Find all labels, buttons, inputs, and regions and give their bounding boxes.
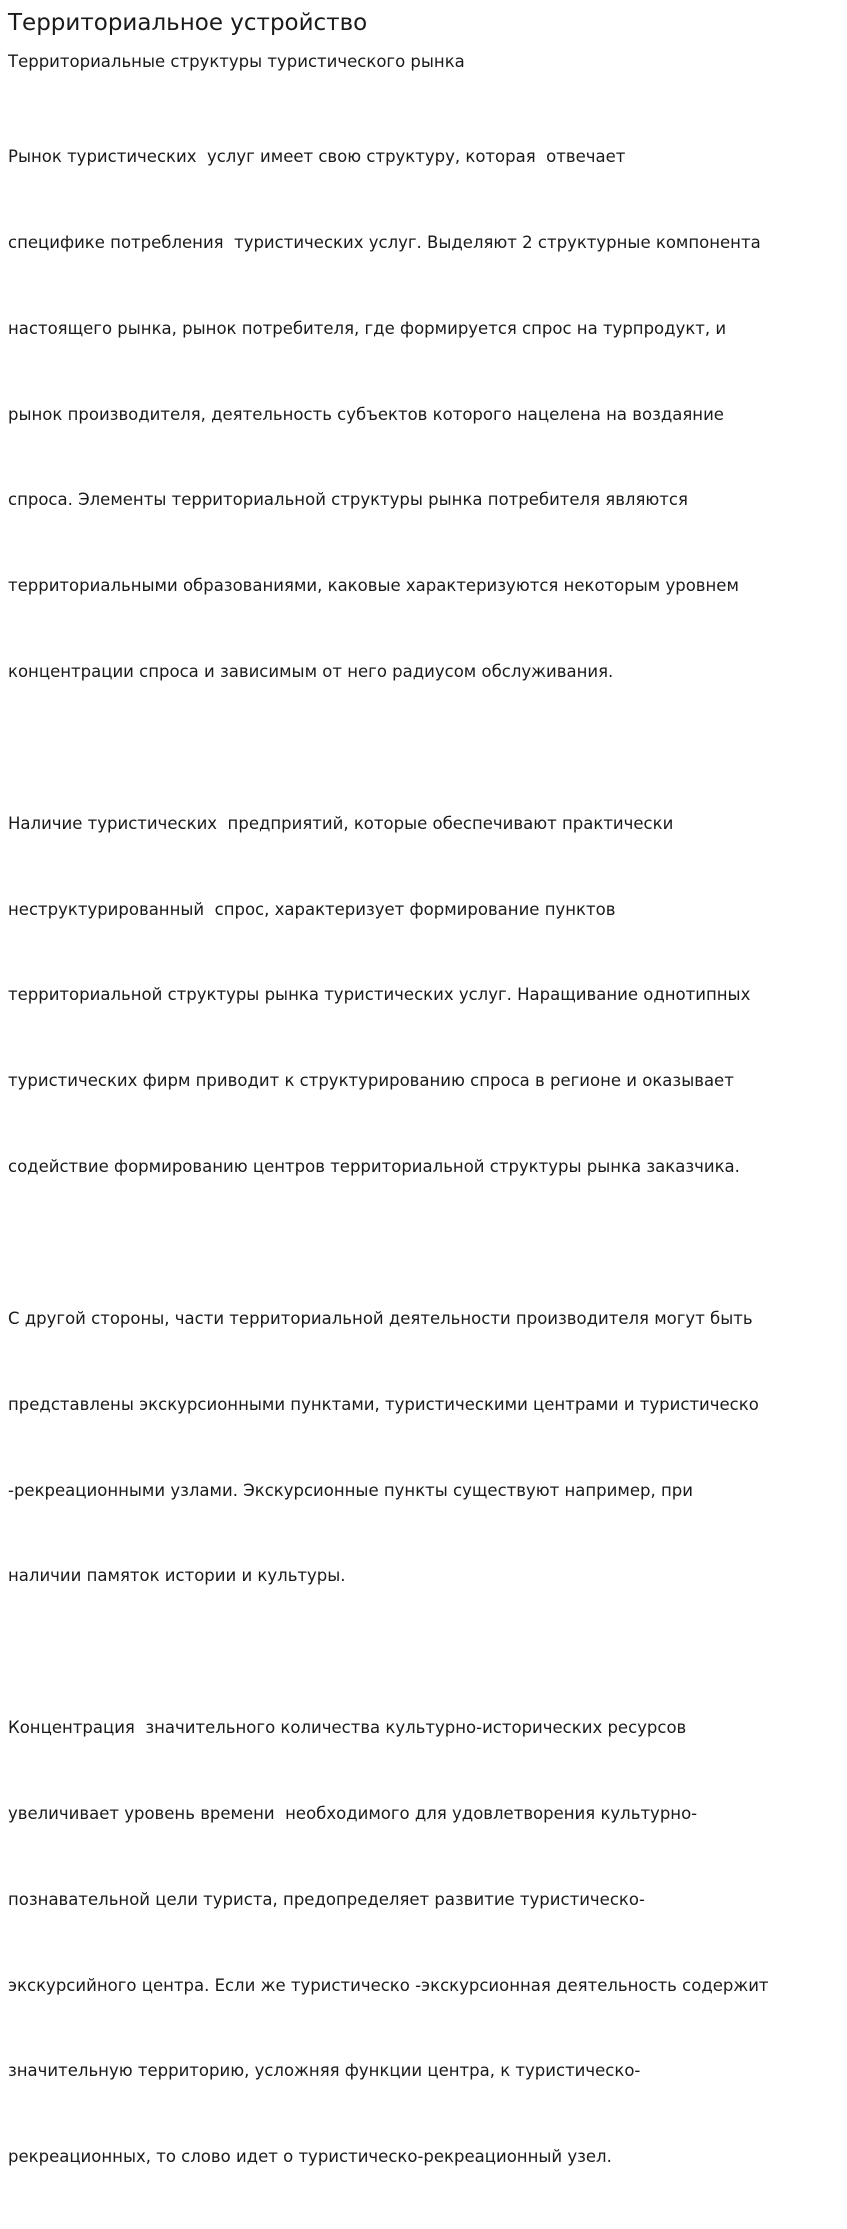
paragraph-line: Наличие туристических предприятий, которые обеспечивают практически xyxy=(8,813,674,833)
paragraph-4 xyxy=(8,1657,839,2229)
paragraph-2 xyxy=(8,753,839,1239)
paragraph-1 xyxy=(8,86,839,744)
paragraph-line: значительную территорию, усложняя функции центра, к туристическо- xyxy=(8,2061,641,2081)
paragraph-line: настоящего рынка, рынок потребителя, где формируется спрос на турпродукт, и xyxy=(8,318,727,338)
paragraph-line: Рынок туристических услуг имеет свою структуру, которая отвечает xyxy=(8,147,626,167)
paragraph-line: специфике потребления туристических услуг. Выделяют 2 структурные компонента xyxy=(8,232,761,252)
paragraph-line: -рекреационными узлами. Экскурсионные пункты существуют например, при xyxy=(8,1480,693,1500)
paragraph-line: экскурсийного центра. Если же туристическо -экскурсионная деятельность содержит xyxy=(8,1975,769,1995)
paragraph-line: спроса. Элементы территориальной структуры рынка потребителя являются xyxy=(8,490,688,510)
paragraph-line: наличии памяток истории и культуры. xyxy=(8,1566,346,1586)
paragraph-line: Концентрация значительного количества культурно-исторических ресурсов xyxy=(8,1718,687,1738)
paragraph-line: увеличивает уровень времени необходимого для удовлетворения культурно- xyxy=(8,1804,698,1824)
paragraph-3 xyxy=(8,1248,839,1648)
paragraph-line: территориальной структуры рынка туристических услуг. Наращивание однотипных xyxy=(8,985,751,1005)
paragraph-line: концентрации спроса и зависимым от него радиусом обслуживания. xyxy=(8,661,614,681)
paragraph-line: содействие формированию центров территориальной структуры рынка заказчика. xyxy=(8,1156,740,1176)
paragraph-line: представлены экскурсионными пунктами, туристическими центрами и туристическо xyxy=(8,1394,759,1414)
paragraph-line: туристических фирм приводит к структурированию спроса в регионе и оказывает xyxy=(8,1071,734,1091)
paragraph-line: С другой стороны, части территориальной деятельности производителя могут быть xyxy=(8,1308,753,1328)
paragraph-line: рынок производителя, деятельность субъектов которого нацелена на воздаяние xyxy=(8,404,724,424)
page-title: Территориальное устройство xyxy=(8,10,368,36)
paragraph-line: познавательной цели туриста, предопределяет развитие туристическо- xyxy=(8,1889,645,1909)
paragraph-line: территориальными образованиями, каковые характеризуются некоторым уровнем xyxy=(8,576,739,596)
paragraph-line: неструктурированный спрос, характеризует формирование пунктов xyxy=(8,899,616,919)
paragraph-line: рекреационных, то слово идет о туристическо-рекреационный узел. xyxy=(8,2147,612,2167)
page-subtitle: Территориальные структуры туристического рынка xyxy=(8,52,465,71)
